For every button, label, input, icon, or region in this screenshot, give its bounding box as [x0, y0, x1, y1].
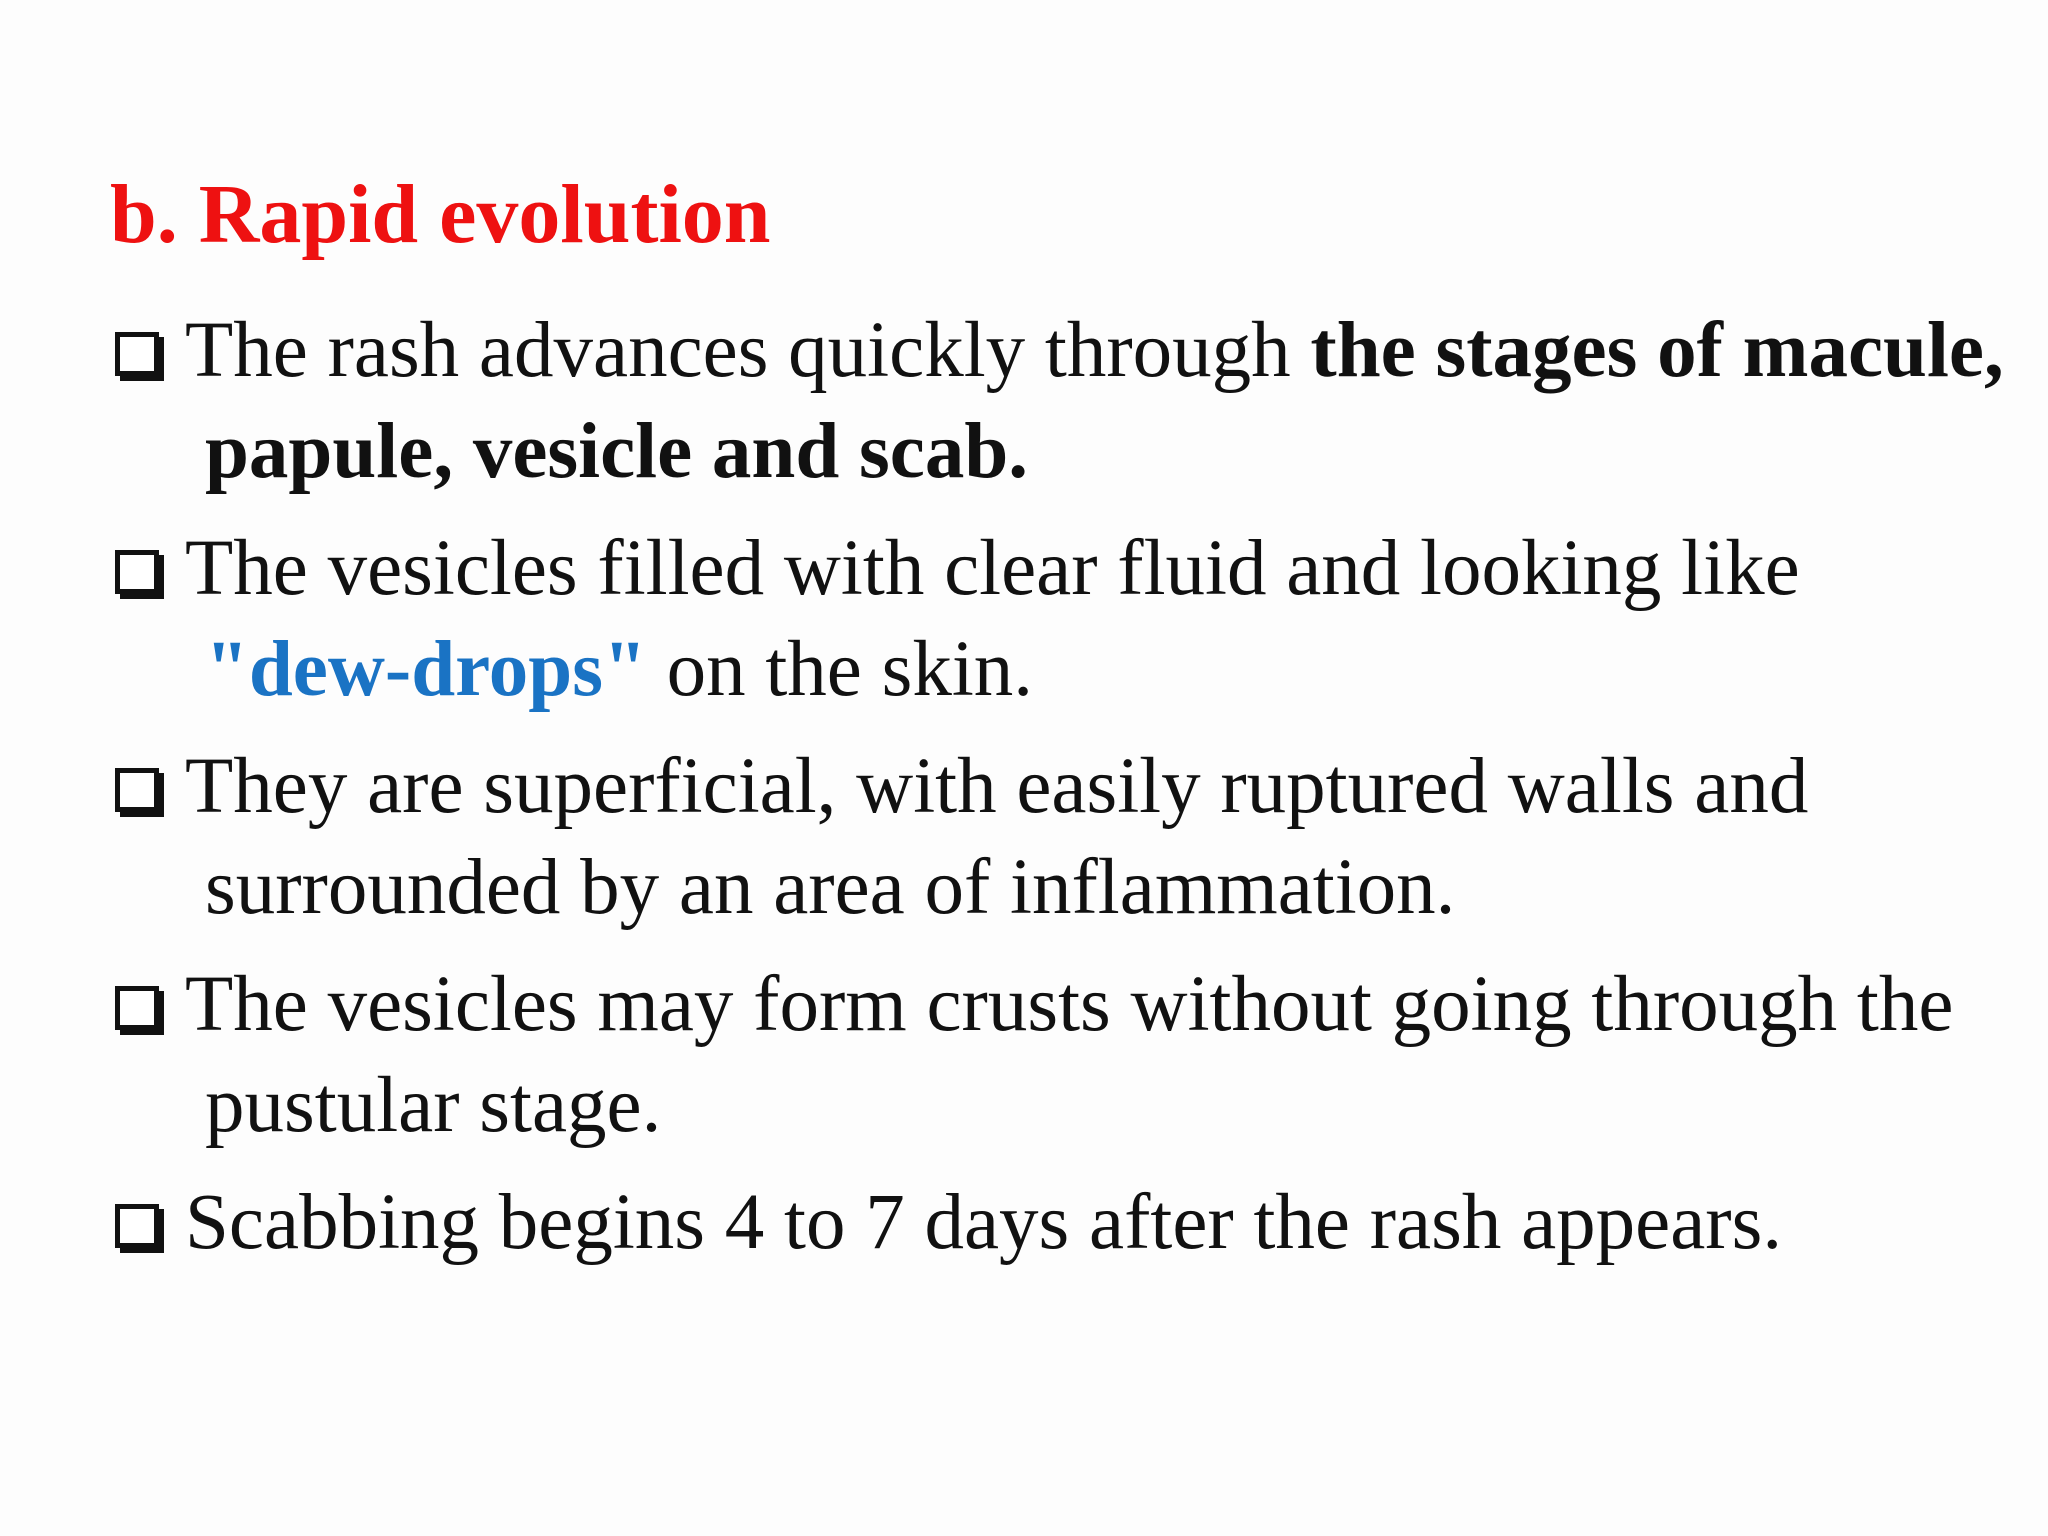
bullet-item-2 — [110, 518, 2010, 720]
bullet-text: The vesicles may form crusts without going through the pustular stage. — [185, 961, 1954, 1149]
highlighted-term: "dew-drops" — [205, 626, 647, 713]
bullet-item-1 — [110, 300, 2010, 502]
bullet-text-plain: on the skin. — [646, 626, 1034, 713]
bullet-text-plain: The vesicles filled with clear fluid and looking like — [185, 525, 1800, 612]
bullet-text — [185, 518, 2010, 720]
checkbox-icon — [115, 332, 159, 376]
bullet-text-plain: The rash advances quickly through — [185, 307, 1311, 394]
bullet-item-4 — [110, 954, 2010, 1156]
bullet-item-5 — [110, 1172, 2010, 1273]
checkbox-icon — [115, 986, 159, 1030]
bullet-list — [110, 300, 2010, 1289]
bullet-text — [185, 300, 2010, 502]
bullet-text: Scabbing begins 4 to 7 days after the rash appears. — [185, 1179, 1783, 1266]
bullet-text: They are superficial, with easily ruptured walls and surrounded by an area of inflammation. — [185, 743, 1809, 931]
checkbox-icon — [115, 768, 159, 812]
checkbox-icon — [115, 550, 159, 594]
checkbox-icon — [115, 1204, 159, 1248]
slide-title: b. Rapid evolution — [110, 168, 771, 261]
bullet-text-bold: the stages of macule, papule, vesicle and scab. — [205, 307, 2004, 495]
bullet-item-3 — [110, 736, 2010, 938]
